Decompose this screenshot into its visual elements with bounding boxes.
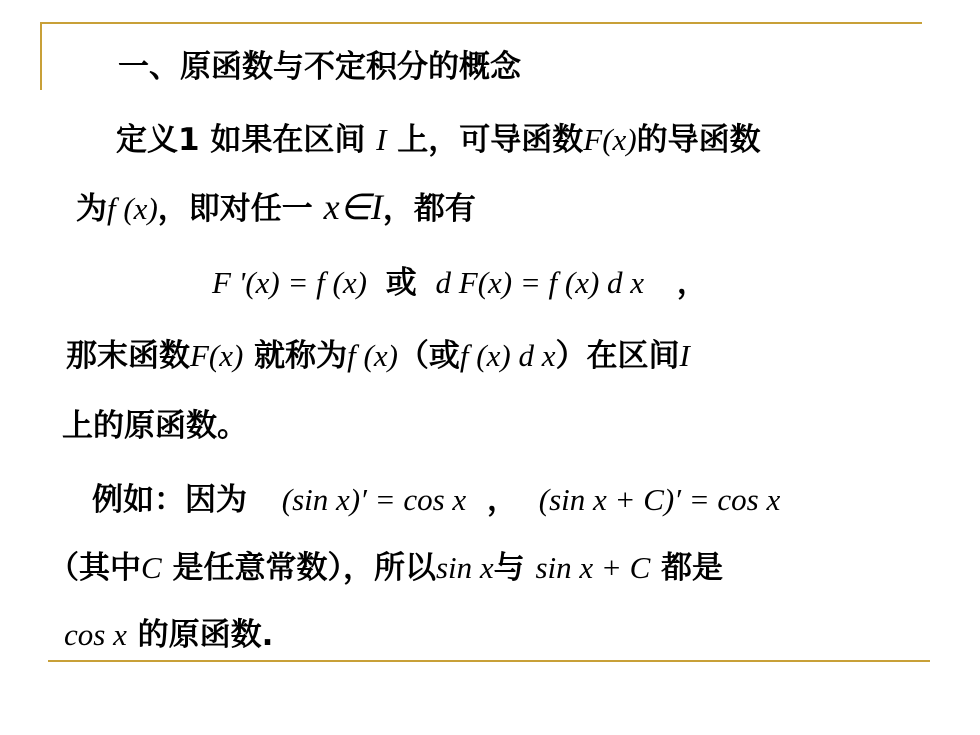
def-l2-mid: ，即对任一 [157, 191, 313, 227]
heading-text: 一、原函数与不定积分的概念 [118, 49, 521, 85]
equation-comma: ， [676, 265, 708, 301]
bottom-rule [48, 660, 930, 662]
equation-left: F '(x) = f (x) [212, 265, 367, 300]
equation-right: d F(x) = f (x) d x [435, 265, 645, 300]
example-l2-open: （其中 [48, 550, 141, 586]
function-f: f (x) [107, 191, 158, 226]
example-eq-1: (sin x)′ = cos x [281, 482, 467, 517]
example-yu: 与 [493, 550, 525, 586]
example-end: 的原函数. [137, 617, 274, 653]
def-l4-mid: 就称为 [254, 338, 348, 374]
example-line-2 [48, 548, 723, 588]
example-l2-mid: 是任意常数），所以 [172, 550, 436, 586]
top-rule [40, 22, 922, 24]
paren-close: ）在区间 [555, 338, 680, 374]
left-rule [40, 22, 42, 90]
x-in-I: x∈I [323, 187, 383, 227]
def-l2-tail: ，都有 [382, 191, 476, 227]
example-comma: ， [486, 482, 518, 518]
function-F: F(x) [583, 122, 637, 157]
equation-or: 或 [385, 265, 417, 301]
f-dx: f (x) d x [459, 338, 556, 373]
interval-I: I [376, 122, 387, 157]
example-line-1 [92, 480, 780, 520]
function-f-2: f (x) [347, 338, 398, 373]
cos-x: cos x [64, 617, 127, 652]
sin-x-plus-C: sin x + C [535, 550, 651, 585]
def-tail: 的导函数 [636, 122, 761, 158]
def-lead: 定义1 如果在区间 [116, 122, 366, 158]
section-heading [118, 47, 521, 87]
def-l5: 上的原函数。 [62, 408, 248, 444]
definition-line-1 [116, 120, 761, 160]
definition-line-5 [62, 406, 248, 446]
def-l2-prefix: 为 [76, 191, 107, 227]
example-line-3 [64, 615, 273, 655]
function-F-2: F(x) [190, 338, 244, 373]
def-mid: 上，可导函数 [386, 122, 584, 158]
definition-line-4 [66, 336, 690, 376]
def-l4-prefix: 那末函数 [66, 338, 190, 374]
definition-line-2 [76, 187, 476, 229]
example-lead: 例如：因为 [92, 482, 247, 518]
interval-I-2: I [679, 338, 690, 373]
paren-open: （或 [397, 338, 460, 374]
example-dou: 都是 [661, 550, 724, 586]
definition-equation [212, 263, 708, 303]
sin-x: sin x [435, 550, 494, 585]
example-eq-2: (sin x + C)′ = cos x [538, 482, 781, 517]
constant-C: C [141, 550, 162, 585]
